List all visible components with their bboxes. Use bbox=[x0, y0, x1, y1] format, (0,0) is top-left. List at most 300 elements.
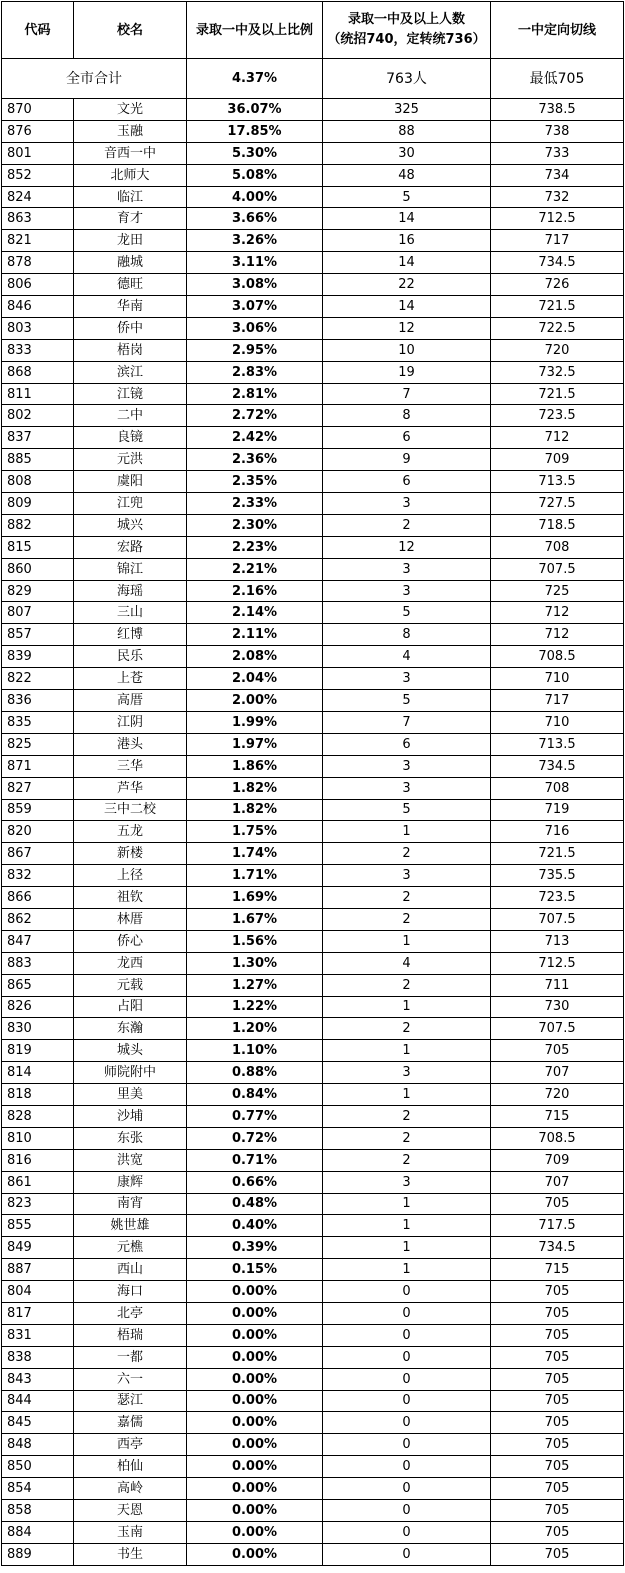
cell-school: 康辉 bbox=[74, 1171, 187, 1193]
summary-row bbox=[2, 59, 624, 99]
cell-school: 西亭 bbox=[74, 1434, 187, 1456]
cell-count: 0 bbox=[323, 1346, 491, 1368]
cell-school: 姚世雄 bbox=[74, 1215, 187, 1237]
cell-school: 天恩 bbox=[74, 1500, 187, 1522]
cell-code: 843 bbox=[2, 1368, 74, 1390]
cell-code: 803 bbox=[2, 317, 74, 339]
cell-school: 民乐 bbox=[74, 646, 187, 668]
cell-ratio: 1.20% bbox=[187, 1018, 323, 1040]
header-row bbox=[2, 2, 624, 59]
cell-school: 新楼 bbox=[74, 843, 187, 865]
cell-school: 芦华 bbox=[74, 777, 187, 799]
cell-ratio: 1.75% bbox=[187, 821, 323, 843]
cell-ratio: 0.40% bbox=[187, 1215, 323, 1237]
cell-school: 玉南 bbox=[74, 1521, 187, 1543]
cell-school: 里美 bbox=[74, 1084, 187, 1106]
cell-school: 龙西 bbox=[74, 952, 187, 974]
school-rows bbox=[2, 99, 624, 1566]
cell-cutoff: 727.5 bbox=[491, 493, 624, 515]
table-row bbox=[2, 230, 624, 252]
cell-cutoff: 707 bbox=[491, 1062, 624, 1084]
cell-school: 林厝 bbox=[74, 908, 187, 930]
cell-cutoff: 712.5 bbox=[491, 952, 624, 974]
summary-count: 763人 bbox=[323, 59, 491, 99]
table-row bbox=[2, 602, 624, 624]
cell-count: 3 bbox=[323, 1062, 491, 1084]
cell-ratio: 2.04% bbox=[187, 668, 323, 690]
cell-count: 3 bbox=[323, 1171, 491, 1193]
cell-count: 1 bbox=[323, 1084, 491, 1106]
cell-ratio: 1.10% bbox=[187, 1040, 323, 1062]
cell-count: 30 bbox=[323, 142, 491, 164]
cell-ratio: 0.00% bbox=[187, 1390, 323, 1412]
cell-code: 808 bbox=[2, 471, 74, 493]
cell-count: 5 bbox=[323, 690, 491, 712]
cell-school: 上苍 bbox=[74, 668, 187, 690]
table-row bbox=[2, 383, 624, 405]
cell-code: 863 bbox=[2, 208, 74, 230]
cell-ratio: 1.97% bbox=[187, 733, 323, 755]
cell-school: 城头 bbox=[74, 1040, 187, 1062]
cell-ratio: 0.84% bbox=[187, 1084, 323, 1106]
cell-code: 848 bbox=[2, 1434, 74, 1456]
table-row bbox=[2, 142, 624, 164]
cell-school: 侨中 bbox=[74, 317, 187, 339]
cell-cutoff: 734 bbox=[491, 164, 624, 186]
cell-cutoff: 708 bbox=[491, 777, 624, 799]
cell-school: 一都 bbox=[74, 1346, 187, 1368]
cell-ratio: 0.00% bbox=[187, 1368, 323, 1390]
cell-school: 音西一中 bbox=[74, 142, 187, 164]
cell-ratio: 0.00% bbox=[187, 1302, 323, 1324]
cell-code: 861 bbox=[2, 1171, 74, 1193]
table-row bbox=[2, 296, 624, 318]
cell-count: 22 bbox=[323, 274, 491, 296]
cell-school: 师院附中 bbox=[74, 1062, 187, 1084]
cell-ratio: 2.42% bbox=[187, 427, 323, 449]
cell-school: 洪宽 bbox=[74, 1149, 187, 1171]
cell-code: 829 bbox=[2, 580, 74, 602]
cell-count: 5 bbox=[323, 602, 491, 624]
cell-school: 柏仙 bbox=[74, 1456, 187, 1478]
cell-cutoff: 721.5 bbox=[491, 843, 624, 865]
cell-code: 828 bbox=[2, 1105, 74, 1127]
cell-ratio: 2.95% bbox=[187, 339, 323, 361]
table-row bbox=[2, 668, 624, 690]
table-row bbox=[2, 339, 624, 361]
cell-cutoff: 718.5 bbox=[491, 514, 624, 536]
cell-code: 838 bbox=[2, 1346, 74, 1368]
header-ratio: 录取一中及以上比例 bbox=[187, 2, 323, 59]
cell-school: 南宵 bbox=[74, 1193, 187, 1215]
cell-count: 48 bbox=[323, 164, 491, 186]
cell-count: 1 bbox=[323, 821, 491, 843]
cell-code: 876 bbox=[2, 120, 74, 142]
table-row bbox=[2, 646, 624, 668]
cell-code: 887 bbox=[2, 1259, 74, 1281]
cell-code: 883 bbox=[2, 952, 74, 974]
cell-school: 六一 bbox=[74, 1368, 187, 1390]
cell-count: 3 bbox=[323, 777, 491, 799]
cell-school: 虞阳 bbox=[74, 471, 187, 493]
cell-code: 806 bbox=[2, 274, 74, 296]
cell-school: 临江 bbox=[74, 186, 187, 208]
cell-cutoff: 705 bbox=[491, 1193, 624, 1215]
table-row bbox=[2, 1281, 624, 1303]
table-row bbox=[2, 1237, 624, 1259]
cell-ratio: 1.86% bbox=[187, 755, 323, 777]
cell-ratio: 2.08% bbox=[187, 646, 323, 668]
cell-cutoff: 738 bbox=[491, 120, 624, 142]
cell-count: 14 bbox=[323, 208, 491, 230]
cell-code: 846 bbox=[2, 296, 74, 318]
cell-code: 836 bbox=[2, 690, 74, 712]
cell-code: 854 bbox=[2, 1478, 74, 1500]
cell-count: 8 bbox=[323, 405, 491, 427]
table-row bbox=[2, 1390, 624, 1412]
table-row bbox=[2, 1500, 624, 1522]
cell-code: 815 bbox=[2, 536, 74, 558]
cell-cutoff: 705 bbox=[491, 1281, 624, 1303]
table-row bbox=[2, 1346, 624, 1368]
cell-ratio: 0.48% bbox=[187, 1193, 323, 1215]
cell-count: 12 bbox=[323, 317, 491, 339]
table-row bbox=[2, 777, 624, 799]
cell-code: 825 bbox=[2, 733, 74, 755]
cell-code: 844 bbox=[2, 1390, 74, 1412]
cell-ratio: 2.16% bbox=[187, 580, 323, 602]
cell-ratio: 0.00% bbox=[187, 1281, 323, 1303]
cell-ratio: 1.71% bbox=[187, 865, 323, 887]
cell-school: 元洪 bbox=[74, 449, 187, 471]
cell-cutoff: 711 bbox=[491, 974, 624, 996]
cell-cutoff: 721.5 bbox=[491, 383, 624, 405]
cell-cutoff: 705 bbox=[491, 1543, 624, 1565]
cell-ratio: 1.69% bbox=[187, 887, 323, 909]
header-code: 代码 bbox=[2, 2, 74, 59]
cell-count: 3 bbox=[323, 668, 491, 690]
cell-ratio: 3.06% bbox=[187, 317, 323, 339]
cell-school: 德旺 bbox=[74, 274, 187, 296]
cell-school: 三山 bbox=[74, 602, 187, 624]
table-row bbox=[2, 120, 624, 142]
cell-ratio: 0.15% bbox=[187, 1259, 323, 1281]
table-row bbox=[2, 427, 624, 449]
table-row bbox=[2, 843, 624, 865]
cell-ratio: 0.71% bbox=[187, 1149, 323, 1171]
table-row bbox=[2, 733, 624, 755]
cell-code: 830 bbox=[2, 1018, 74, 1040]
cell-cutoff: 722.5 bbox=[491, 317, 624, 339]
cell-school: 育才 bbox=[74, 208, 187, 230]
cell-count: 0 bbox=[323, 1324, 491, 1346]
cell-count: 14 bbox=[323, 296, 491, 318]
cell-count: 2 bbox=[323, 1149, 491, 1171]
header-cutoff: 一中定向切线 bbox=[491, 2, 624, 59]
cell-count: 5 bbox=[323, 186, 491, 208]
cell-cutoff: 712 bbox=[491, 624, 624, 646]
cell-code: 809 bbox=[2, 493, 74, 515]
cell-count: 0 bbox=[323, 1390, 491, 1412]
table-row bbox=[2, 624, 624, 646]
cell-ratio: 0.66% bbox=[187, 1171, 323, 1193]
cell-count: 325 bbox=[323, 99, 491, 121]
cell-ratio: 1.99% bbox=[187, 711, 323, 733]
table-row bbox=[2, 755, 624, 777]
cell-ratio: 3.26% bbox=[187, 230, 323, 252]
table-row bbox=[2, 1193, 624, 1215]
table-row bbox=[2, 711, 624, 733]
cell-count: 1 bbox=[323, 1040, 491, 1062]
table-row bbox=[2, 1259, 624, 1281]
cell-code: 839 bbox=[2, 646, 74, 668]
table-row bbox=[2, 1149, 624, 1171]
cell-school: 东张 bbox=[74, 1127, 187, 1149]
table-row bbox=[2, 405, 624, 427]
summary-cutoff: 最低705 bbox=[491, 59, 624, 99]
cell-school: 元樵 bbox=[74, 1237, 187, 1259]
cell-ratio: 2.21% bbox=[187, 558, 323, 580]
cell-ratio: 2.83% bbox=[187, 361, 323, 383]
cell-school: 海瑶 bbox=[74, 580, 187, 602]
cell-ratio: 1.22% bbox=[187, 996, 323, 1018]
cell-count: 1 bbox=[323, 930, 491, 952]
cell-code: 849 bbox=[2, 1237, 74, 1259]
summary-label: 全市合计 bbox=[2, 59, 187, 99]
cell-ratio: 4.00% bbox=[187, 186, 323, 208]
cell-count: 1 bbox=[323, 1237, 491, 1259]
table-row bbox=[2, 274, 624, 296]
cell-code: 859 bbox=[2, 799, 74, 821]
cell-cutoff: 712.5 bbox=[491, 208, 624, 230]
cell-school: 西山 bbox=[74, 1259, 187, 1281]
cell-ratio: 5.30% bbox=[187, 142, 323, 164]
cell-count: 7 bbox=[323, 711, 491, 733]
cell-cutoff: 721.5 bbox=[491, 296, 624, 318]
cell-cutoff: 726 bbox=[491, 274, 624, 296]
cell-code: 885 bbox=[2, 449, 74, 471]
table-row bbox=[2, 996, 624, 1018]
cell-school: 书生 bbox=[74, 1543, 187, 1565]
cell-cutoff: 705 bbox=[491, 1390, 624, 1412]
table-row bbox=[2, 493, 624, 515]
cell-school: 沙埔 bbox=[74, 1105, 187, 1127]
cell-code: 819 bbox=[2, 1040, 74, 1062]
table-row bbox=[2, 952, 624, 974]
cell-count: 3 bbox=[323, 865, 491, 887]
table-row bbox=[2, 1412, 624, 1434]
table-row bbox=[2, 471, 624, 493]
cell-ratio: 36.07% bbox=[187, 99, 323, 121]
cell-code: 837 bbox=[2, 427, 74, 449]
cell-count: 0 bbox=[323, 1456, 491, 1478]
cell-school: 玉融 bbox=[74, 120, 187, 142]
table-row bbox=[2, 1171, 624, 1193]
cell-code: 818 bbox=[2, 1084, 74, 1106]
table-row bbox=[2, 186, 624, 208]
cell-cutoff: 713.5 bbox=[491, 471, 624, 493]
cell-code: 833 bbox=[2, 339, 74, 361]
cell-count: 6 bbox=[323, 427, 491, 449]
cell-cutoff: 730 bbox=[491, 996, 624, 1018]
cell-count: 3 bbox=[323, 493, 491, 515]
cell-code: 817 bbox=[2, 1302, 74, 1324]
cell-count: 1 bbox=[323, 996, 491, 1018]
cell-count: 5 bbox=[323, 799, 491, 821]
cell-count: 4 bbox=[323, 952, 491, 974]
cell-ratio: 3.66% bbox=[187, 208, 323, 230]
cell-school: 五龙 bbox=[74, 821, 187, 843]
cell-code: 850 bbox=[2, 1456, 74, 1478]
cell-code: 847 bbox=[2, 930, 74, 952]
table-row bbox=[2, 1127, 624, 1149]
table-row bbox=[2, 865, 624, 887]
cell-ratio: 2.30% bbox=[187, 514, 323, 536]
cell-count: 0 bbox=[323, 1368, 491, 1390]
cell-ratio: 3.11% bbox=[187, 252, 323, 274]
cell-count: 0 bbox=[323, 1434, 491, 1456]
table-row bbox=[2, 1062, 624, 1084]
table-row bbox=[2, 449, 624, 471]
cell-cutoff: 732 bbox=[491, 186, 624, 208]
cell-cutoff: 707.5 bbox=[491, 558, 624, 580]
cell-cutoff: 735.5 bbox=[491, 865, 624, 887]
cell-cutoff: 705 bbox=[491, 1324, 624, 1346]
cell-cutoff: 705 bbox=[491, 1040, 624, 1062]
cell-school: 高岭 bbox=[74, 1478, 187, 1500]
cell-cutoff: 708.5 bbox=[491, 1127, 624, 1149]
table-row bbox=[2, 1521, 624, 1543]
table-row bbox=[2, 1105, 624, 1127]
cell-cutoff: 716 bbox=[491, 821, 624, 843]
cell-cutoff: 705 bbox=[491, 1456, 624, 1478]
cell-ratio: 2.72% bbox=[187, 405, 323, 427]
cell-cutoff: 719 bbox=[491, 799, 624, 821]
cell-code: 878 bbox=[2, 252, 74, 274]
cell-ratio: 1.82% bbox=[187, 777, 323, 799]
table-row bbox=[2, 99, 624, 121]
cell-count: 3 bbox=[323, 580, 491, 602]
cell-school: 北师大 bbox=[74, 164, 187, 186]
cell-code: 801 bbox=[2, 142, 74, 164]
cell-school: 梧瑞 bbox=[74, 1324, 187, 1346]
cell-code: 862 bbox=[2, 908, 74, 930]
table-row bbox=[2, 1084, 624, 1106]
cell-cutoff: 705 bbox=[491, 1302, 624, 1324]
table-row bbox=[2, 317, 624, 339]
cell-count: 0 bbox=[323, 1543, 491, 1565]
cell-code: 823 bbox=[2, 1193, 74, 1215]
cell-code: 821 bbox=[2, 230, 74, 252]
cell-count: 88 bbox=[323, 120, 491, 142]
cell-cutoff: 720 bbox=[491, 1084, 624, 1106]
cell-count: 2 bbox=[323, 1127, 491, 1149]
cell-school: 北亭 bbox=[74, 1302, 187, 1324]
cell-school: 城兴 bbox=[74, 514, 187, 536]
cell-cutoff: 710 bbox=[491, 668, 624, 690]
table-row bbox=[2, 908, 624, 930]
cell-ratio: 0.00% bbox=[187, 1434, 323, 1456]
cell-code: 857 bbox=[2, 624, 74, 646]
cell-school: 红博 bbox=[74, 624, 187, 646]
cell-count: 6 bbox=[323, 733, 491, 755]
cell-code: 855 bbox=[2, 1215, 74, 1237]
table-row bbox=[2, 1543, 624, 1565]
cell-cutoff: 707 bbox=[491, 1171, 624, 1193]
table-row bbox=[2, 164, 624, 186]
cell-code: 865 bbox=[2, 974, 74, 996]
summary-ratio: 4.37% bbox=[187, 59, 323, 99]
cell-school: 祖钦 bbox=[74, 887, 187, 909]
cell-count: 19 bbox=[323, 361, 491, 383]
cell-cutoff: 705 bbox=[491, 1478, 624, 1500]
cell-code: 832 bbox=[2, 865, 74, 887]
cell-count: 1 bbox=[323, 1193, 491, 1215]
cell-school: 高厝 bbox=[74, 690, 187, 712]
cell-code: 831 bbox=[2, 1324, 74, 1346]
cell-school: 上径 bbox=[74, 865, 187, 887]
cell-count: 16 bbox=[323, 230, 491, 252]
table-row bbox=[2, 1018, 624, 1040]
cell-ratio: 2.23% bbox=[187, 536, 323, 558]
cell-count: 14 bbox=[323, 252, 491, 274]
cell-ratio: 0.77% bbox=[187, 1105, 323, 1127]
header-count-line2: （统招740，定转统736） bbox=[327, 32, 486, 47]
cell-count: 2 bbox=[323, 1018, 491, 1040]
cell-code: 870 bbox=[2, 99, 74, 121]
cell-code: 882 bbox=[2, 514, 74, 536]
cell-count: 0 bbox=[323, 1281, 491, 1303]
cell-school: 江兜 bbox=[74, 493, 187, 515]
cell-code: 860 bbox=[2, 558, 74, 580]
cell-ratio: 1.67% bbox=[187, 908, 323, 930]
cell-code: 824 bbox=[2, 186, 74, 208]
cell-ratio: 0.00% bbox=[187, 1324, 323, 1346]
cell-ratio: 0.00% bbox=[187, 1456, 323, 1478]
cell-cutoff: 734.5 bbox=[491, 1237, 624, 1259]
cell-count: 6 bbox=[323, 471, 491, 493]
header-count bbox=[323, 2, 491, 59]
cell-code: 822 bbox=[2, 668, 74, 690]
cell-school: 良镜 bbox=[74, 427, 187, 449]
cell-cutoff: 712 bbox=[491, 602, 624, 624]
cell-cutoff: 708.5 bbox=[491, 646, 624, 668]
cell-count: 2 bbox=[323, 974, 491, 996]
cell-ratio: 2.81% bbox=[187, 383, 323, 405]
cell-cutoff: 725 bbox=[491, 580, 624, 602]
cell-count: 2 bbox=[323, 514, 491, 536]
table-row bbox=[2, 558, 624, 580]
cell-code: 866 bbox=[2, 887, 74, 909]
cell-ratio: 1.30% bbox=[187, 952, 323, 974]
admission-table bbox=[1, 1, 624, 1566]
cell-cutoff: 713 bbox=[491, 930, 624, 952]
cell-count: 10 bbox=[323, 339, 491, 361]
cell-ratio: 2.14% bbox=[187, 602, 323, 624]
cell-code: 867 bbox=[2, 843, 74, 865]
cell-code: 871 bbox=[2, 755, 74, 777]
cell-cutoff: 707.5 bbox=[491, 908, 624, 930]
cell-ratio: 0.00% bbox=[187, 1478, 323, 1500]
cell-school: 融城 bbox=[74, 252, 187, 274]
table-row bbox=[2, 1215, 624, 1237]
cell-ratio: 1.56% bbox=[187, 930, 323, 952]
table-row bbox=[2, 1478, 624, 1500]
cell-school: 港头 bbox=[74, 733, 187, 755]
cell-code: 827 bbox=[2, 777, 74, 799]
cell-cutoff: 723.5 bbox=[491, 887, 624, 909]
cell-cutoff: 705 bbox=[491, 1434, 624, 1456]
